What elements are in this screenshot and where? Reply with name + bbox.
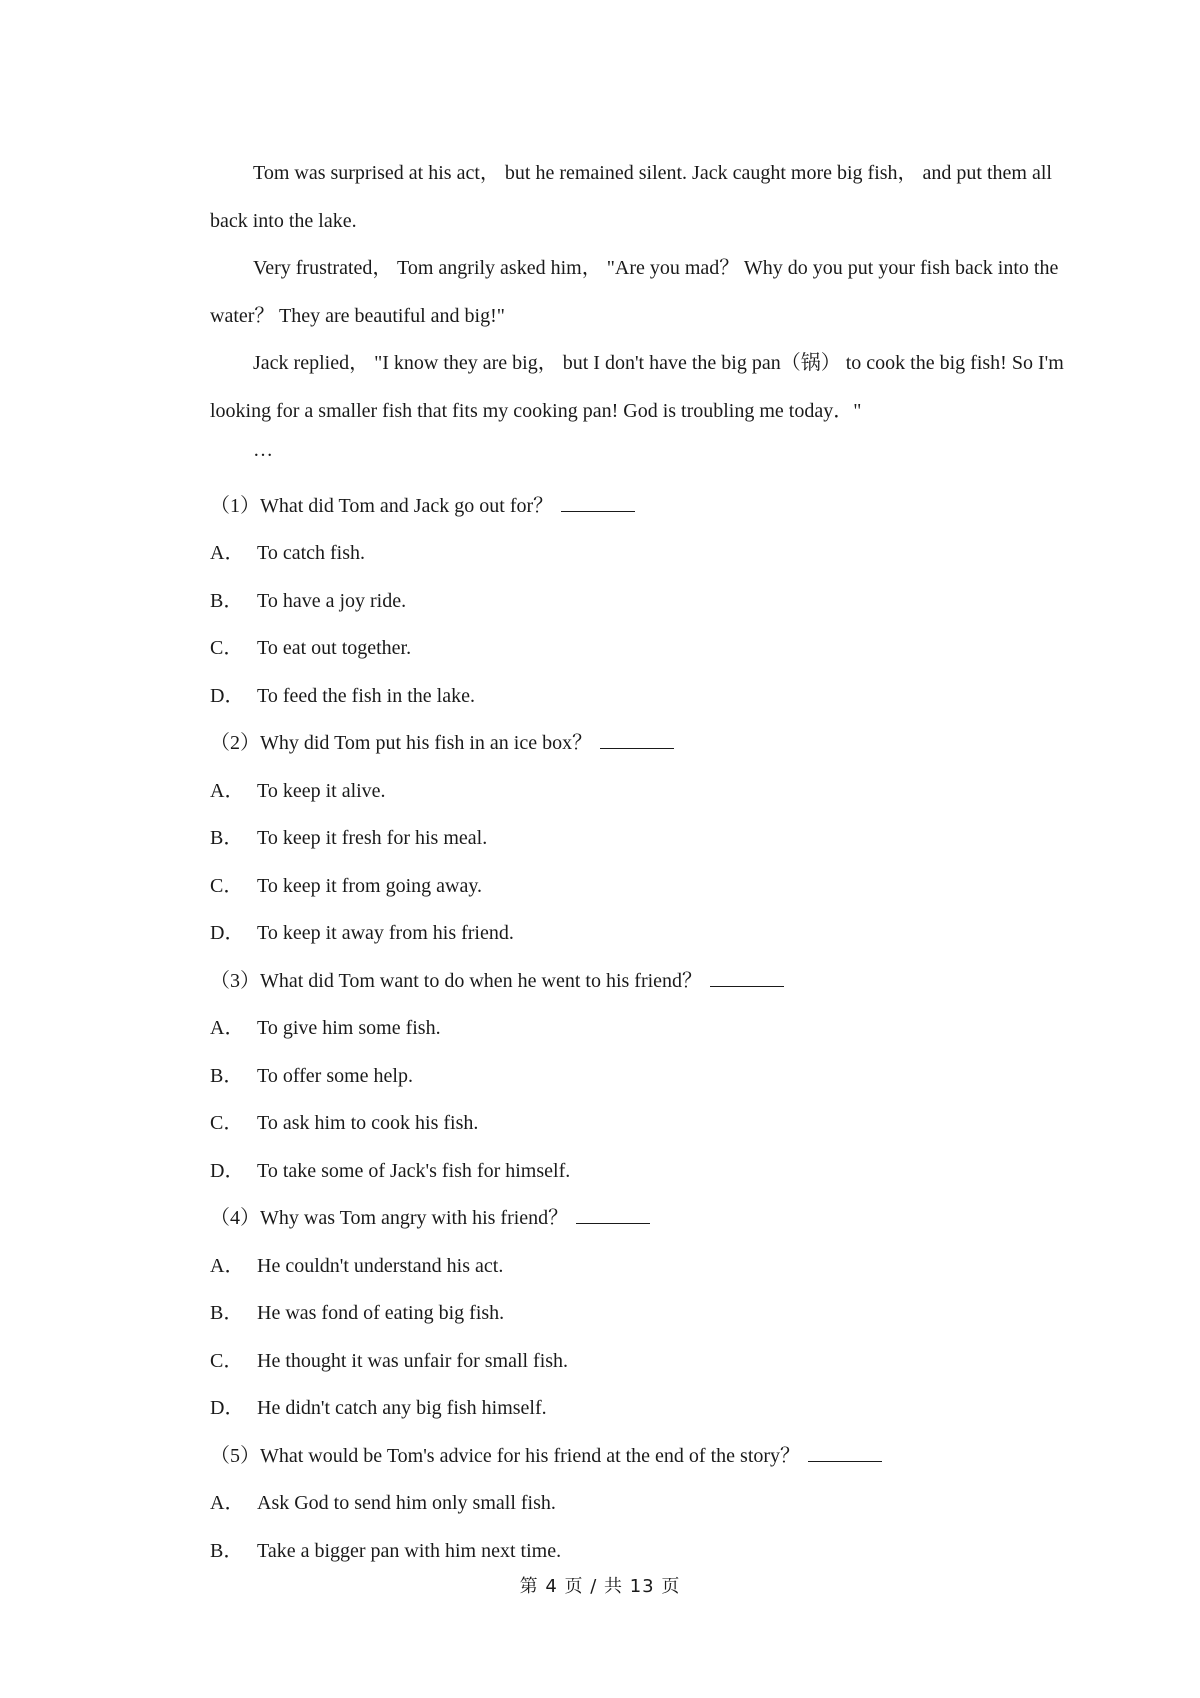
- option-letter: C．: [210, 1112, 244, 1134]
- option-text: He thought it was unfair for small fish.: [257, 1349, 569, 1372]
- answer-option[interactable]: [210, 1385, 1070, 1433]
- option-letter: B．: [210, 1064, 244, 1087]
- question-text: What did Tom and Jack go out for？: [260, 494, 554, 517]
- document-page: [210, 150, 1070, 1575]
- answer-option[interactable]: [210, 1100, 1070, 1148]
- option-text: Take a bigger pan with him next time.: [257, 1539, 562, 1562]
- answer-option[interactable]: [210, 1148, 1070, 1196]
- option-letter: C．: [210, 874, 244, 897]
- reading-passage: [210, 150, 1070, 483]
- question-text: What did Tom want to do when he went to his friend？: [260, 969, 703, 992]
- answer-option[interactable]: [210, 625, 1070, 673]
- answer-option[interactable]: [210, 910, 1070, 958]
- answer-option[interactable]: [210, 1243, 1070, 1291]
- option-letter: D．: [210, 1397, 245, 1419]
- question-number: （4）: [210, 1207, 260, 1229]
- question-text: What would be Tom's advice for his friend at the end of the story？: [260, 1444, 801, 1467]
- page-footer: 第 4 页 / 共 13 页: [519, 1576, 681, 1597]
- question-stem: [210, 958, 1070, 1006]
- option-letter: A．: [210, 779, 245, 802]
- passage-ellipsis: …: [253, 439, 274, 461]
- option-letter: C．: [210, 1349, 244, 1372]
- answer-option[interactable]: [210, 578, 1070, 626]
- option-text: He didn't catch any big fish himself.: [257, 1397, 547, 1419]
- option-text: Ask God to send him only small fish.: [257, 1492, 556, 1514]
- option-letter: D．: [210, 922, 245, 944]
- question-number: （1）: [210, 494, 260, 517]
- option-text: To keep it from going away.: [257, 874, 483, 897]
- question-stem: [210, 1433, 1070, 1481]
- question-1: [210, 483, 1070, 721]
- answer-option[interactable]: [210, 530, 1070, 578]
- option-text: To keep it away from his friend.: [257, 922, 514, 944]
- option-letter: A．: [210, 1017, 245, 1039]
- option-letter: B．: [210, 827, 244, 849]
- answer-option[interactable]: [210, 1338, 1070, 1386]
- answer-blank[interactable]: [600, 728, 674, 749]
- answer-blank[interactable]: [576, 1203, 650, 1224]
- passage-paragraph: Tom was surprised at his act， but he remained silent. Jack caught more big fish， and put them all back into the lake.: [210, 162, 1052, 232]
- option-letter: D．: [210, 684, 245, 707]
- option-text: To take some of Jack's fish for himself.: [257, 1159, 571, 1182]
- option-letter: B．: [210, 1539, 244, 1562]
- option-text: To keep it alive.: [257, 779, 386, 802]
- question-stem: [210, 483, 1070, 531]
- option-letter: A．: [210, 1492, 245, 1514]
- question-stem: [210, 1195, 1070, 1243]
- answer-option[interactable]: [210, 673, 1070, 721]
- answer-option[interactable]: [210, 1005, 1070, 1053]
- answer-option[interactable]: [210, 1480, 1070, 1528]
- option-letter: A．: [210, 1254, 245, 1277]
- answer-option[interactable]: [210, 768, 1070, 816]
- question-3: [210, 958, 1070, 1196]
- answer-blank[interactable]: [710, 966, 784, 987]
- option-letter: C．: [210, 637, 244, 659]
- passage-paragraph: Very frustrated， Tom angrily asked him， "Are you mad？ Why do you put your fish back into the water？ They are beautiful and big!": [210, 257, 1059, 327]
- passage-paragraph: Jack replied， "I know they are big， but I don't have the big pan（锅） to cook the big fish! So I'm looking for a smaller fish that fits my cooking pan! God is troubling me today．": [210, 352, 1064, 422]
- option-letter: B．: [210, 589, 244, 612]
- option-letter: D．: [210, 1159, 245, 1182]
- answer-blank[interactable]: [561, 491, 635, 512]
- question-2: [210, 720, 1070, 958]
- option-text: To eat out together.: [257, 637, 412, 659]
- answer-option[interactable]: [210, 1528, 1070, 1576]
- question-number: （5）: [210, 1444, 260, 1467]
- question-text: Why did Tom put his fish in an ice box？: [260, 732, 593, 754]
- option-text: To offer some help.: [257, 1064, 413, 1087]
- option-text: To feed the fish in the lake.: [257, 684, 475, 707]
- question-text: Why was Tom angry with his friend？: [260, 1207, 569, 1229]
- answer-option[interactable]: [210, 863, 1070, 911]
- option-text: To ask him to cook his fish.: [257, 1112, 479, 1134]
- option-text: He was fond of eating big fish.: [257, 1302, 505, 1324]
- answer-option[interactable]: [210, 815, 1070, 863]
- option-text: To give him some fish.: [257, 1017, 441, 1039]
- answer-option[interactable]: [210, 1290, 1070, 1338]
- option-letter: A．: [210, 542, 245, 564]
- question-number: （3）: [210, 969, 260, 992]
- question-number: （2）: [210, 732, 260, 754]
- answer-option[interactable]: [210, 1053, 1070, 1101]
- question-4: [210, 1195, 1070, 1433]
- option-text: To catch fish.: [257, 542, 366, 564]
- option-text: He couldn't understand his act.: [257, 1254, 504, 1277]
- option-text: To have a joy ride.: [257, 589, 407, 612]
- answer-blank[interactable]: [808, 1441, 882, 1462]
- question-5: [210, 1433, 1070, 1576]
- option-letter: B．: [210, 1302, 244, 1324]
- question-stem: [210, 720, 1070, 768]
- option-text: To keep it fresh for his meal.: [257, 827, 488, 849]
